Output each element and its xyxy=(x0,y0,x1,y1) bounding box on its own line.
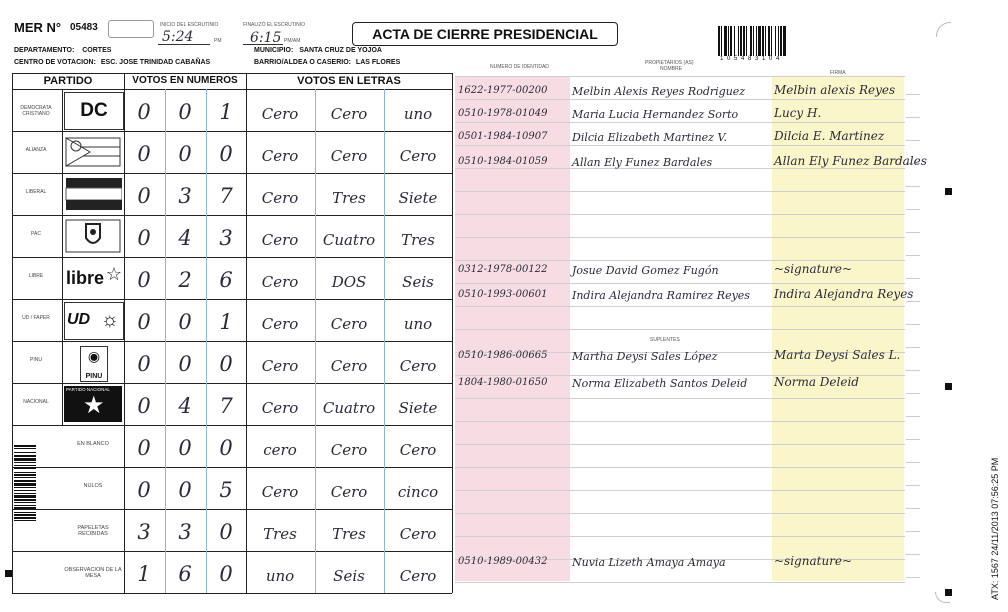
member-name: Melbin Alexis Reyes Rodriguez xyxy=(572,85,746,98)
suplentes-header: SUPLENTES xyxy=(650,337,680,343)
vote-word: Cero xyxy=(261,399,299,417)
flag-icon xyxy=(64,134,122,170)
row-tab xyxy=(906,318,920,325)
row-tab xyxy=(906,249,920,256)
vote-word: uno xyxy=(403,105,433,123)
table-row-line xyxy=(12,131,452,132)
vote-digit: 0 xyxy=(137,394,151,418)
form-row-line xyxy=(455,283,905,284)
table-row-line xyxy=(12,509,452,510)
municipio-label: MUNICIPIO: xyxy=(254,47,294,54)
vote-digit: 0 xyxy=(137,184,151,208)
form-row-line xyxy=(455,214,905,215)
vote-word: Cero xyxy=(330,441,368,459)
vote-digit: 1 xyxy=(137,562,151,586)
vote-word: Tres xyxy=(332,189,366,207)
vote-word: cero xyxy=(263,441,297,459)
row-tab xyxy=(906,272,920,279)
table-col-line xyxy=(62,89,63,425)
row-tab xyxy=(906,525,920,532)
member-name: Indira Alejandra Ramirez Reyes xyxy=(572,289,750,302)
table-row-line xyxy=(12,341,452,342)
final-label: FINALIZÓ EL ESCRUTINIO xyxy=(243,22,306,28)
registration-mark xyxy=(5,570,12,577)
form-row-line xyxy=(455,122,905,123)
vote-word: Seis xyxy=(402,273,434,291)
party-name: LIBRE xyxy=(28,273,44,279)
vote-digit: 0 xyxy=(137,268,151,292)
vote-word: Cero xyxy=(261,147,299,165)
pinu-logo xyxy=(64,344,122,380)
identidad-header: NUMERO DE IDENTIDAD xyxy=(490,64,549,70)
member-name: Maria Lucia Hernandez Sorto xyxy=(572,108,739,121)
row-tab xyxy=(906,134,920,141)
form-row-line xyxy=(455,237,905,238)
party-name: UD / FAPER xyxy=(22,315,50,321)
vote-digit: 0 xyxy=(219,352,233,376)
table-row-line xyxy=(12,383,452,384)
star-icon: ★ xyxy=(83,392,105,419)
party-name: PAPELETAS RECIBIDAS xyxy=(77,525,109,537)
nacional-logo-text: PARTIDO NACIONAL xyxy=(66,387,110,392)
numeros-header: VOTOS EN NUMEROS xyxy=(132,75,238,86)
alianza-logo xyxy=(64,134,122,170)
party-name: NACIONAL xyxy=(23,399,49,405)
vote-digit: 0 xyxy=(178,310,192,334)
vote-word: Cuatro xyxy=(322,231,376,249)
vote-digit: 0 xyxy=(219,142,233,166)
pac-logo xyxy=(64,218,122,254)
table-row-line xyxy=(12,173,452,174)
vote-word: uno xyxy=(403,315,433,333)
table-row-line xyxy=(12,215,452,216)
vote-word: Cero xyxy=(261,231,299,249)
form-row-line xyxy=(455,582,905,583)
final-time: 6:15 xyxy=(250,30,282,46)
table-row-line xyxy=(12,467,452,468)
vote-word: Cero xyxy=(261,105,299,123)
libre-logo-text: libre xyxy=(66,268,105,288)
form-row-line xyxy=(455,76,905,77)
party-name: EN BLANCO xyxy=(77,441,109,447)
municipio-row xyxy=(254,47,382,54)
barrio-row xyxy=(254,59,400,66)
member-signature: Norma Deleid xyxy=(774,375,859,389)
inicio-underline xyxy=(158,44,210,45)
liberal-logo xyxy=(64,176,122,212)
member-id: 0510-1978-01049 xyxy=(458,108,548,119)
barrio-value: LAS FLORES xyxy=(355,59,401,66)
table-row-line xyxy=(12,73,452,74)
party-name: NULOS xyxy=(83,483,103,489)
form-row-line xyxy=(455,99,905,100)
vote-digit: 0 xyxy=(137,226,151,250)
vote-word: Cero xyxy=(330,315,368,333)
party-name: DEMOCRATA CRISTIANO xyxy=(20,105,52,117)
row-tab xyxy=(906,180,920,187)
centro-value: ESC. JOSE TRINIDAD CABAÑAS xyxy=(100,59,211,66)
flag-icon xyxy=(64,176,122,212)
member-id: 0510-1986-00665 xyxy=(458,350,548,361)
member-name: Nuvia Lizeth Amaya Amaya xyxy=(572,556,726,569)
member-id: 0501-1984-10907 xyxy=(458,131,548,142)
member-name: Norma Elizabeth Santos Deleid xyxy=(572,377,748,390)
registration-mark xyxy=(945,383,952,390)
nacional-logo xyxy=(64,386,122,422)
form-row-line xyxy=(455,306,905,307)
vote-digit: 0 xyxy=(137,310,151,334)
member-signature: Lucy H. xyxy=(774,106,822,120)
vote-digit: 6 xyxy=(219,268,233,292)
vote-digit: 0 xyxy=(137,100,151,124)
letras-header: VOTOS EN LETRAS xyxy=(297,75,401,87)
vote-digit: 3 xyxy=(178,520,192,544)
member-name: Josue David Gomez Fugón xyxy=(572,264,719,277)
table-row-line xyxy=(12,593,452,594)
member-signature: ~signature~ xyxy=(774,262,853,276)
vote-word: Siete xyxy=(398,399,438,417)
vote-word: Cero xyxy=(261,483,299,501)
vote-word: Cero xyxy=(399,525,437,543)
member-id: 0312-1978-00122 xyxy=(458,264,548,275)
libre-logo xyxy=(64,260,122,296)
partido-header: PARTIDO xyxy=(43,75,93,87)
circle-icon: ◉ xyxy=(87,348,101,364)
member-signature: Melbin alexis Reyes xyxy=(774,83,896,97)
form-row-line xyxy=(455,191,905,192)
member-id: 0510-1993-00601 xyxy=(458,289,548,300)
vote-word: Cero xyxy=(261,189,299,207)
inicio-suffix: PM xyxy=(214,38,222,44)
vote-digit: 0 xyxy=(137,142,151,166)
barcode-bars xyxy=(718,26,828,56)
vote-word: cinco xyxy=(397,483,439,501)
vote-word: Cero xyxy=(399,441,437,459)
member-id: 0510-1984-01059 xyxy=(458,156,548,167)
dc-logo-text: DC xyxy=(80,100,108,121)
vote-word: Tres xyxy=(401,231,435,249)
vote-word: Cero xyxy=(399,147,437,165)
vote-word: Cero xyxy=(399,357,437,375)
final-suffix: PM/AM xyxy=(284,38,301,44)
mer-number: 05483 xyxy=(70,22,98,33)
table-row-line xyxy=(12,257,452,258)
vote-digit: 3 xyxy=(219,226,233,250)
form-row-line xyxy=(455,467,905,468)
form-row-line xyxy=(455,421,905,422)
vote-digit: 0 xyxy=(178,436,192,460)
vote-digit: 0 xyxy=(219,436,233,460)
vote-word: Cero xyxy=(261,273,299,291)
vertical-stamp: ATX: 1567 24/11/2013 07:56:25 PM xyxy=(990,457,1000,600)
registration-mark xyxy=(945,188,952,195)
member-id: 0510-1989-00432 xyxy=(458,556,548,567)
departamento-label: DEPARTAMENTO: xyxy=(14,47,75,54)
dc-logo xyxy=(64,92,124,130)
party-name: PINU xyxy=(30,357,42,363)
corner-mark xyxy=(936,22,951,37)
vote-word: uno xyxy=(265,567,295,585)
mer-label: MER N° xyxy=(14,20,62,35)
barrio-label: BARRIO/ALDEA O CASERIO: xyxy=(254,59,351,66)
table-row-line xyxy=(12,551,452,552)
vote-digit: 0 xyxy=(178,478,192,502)
form-row-line xyxy=(455,490,905,491)
row-tab xyxy=(906,226,920,233)
party-name: ALIANZA xyxy=(25,147,47,153)
barcode-bars xyxy=(14,445,46,555)
member-name: Martha Deysi Sales López xyxy=(572,350,718,363)
table-row-line xyxy=(12,425,452,426)
form-row-line xyxy=(455,145,905,146)
departamento-row xyxy=(14,47,111,54)
form-row-line xyxy=(455,260,905,261)
row-tab xyxy=(906,203,920,210)
municipio-value: SANTA CRUZ DE YOJOA xyxy=(299,47,382,54)
vote-word: Tres xyxy=(263,525,297,543)
page-title: ACTA DE CIERRE PRESIDENCIAL xyxy=(352,22,618,46)
row-tab xyxy=(906,111,920,118)
sun-icon: ☼ xyxy=(100,309,119,331)
top-barcode xyxy=(718,26,828,56)
vote-digit: 0 xyxy=(219,520,233,544)
member-name: Allan Ely Funez Bardales xyxy=(572,156,713,169)
inicio-label: INICIO DEL ESCRUTINIO xyxy=(160,22,219,28)
final-underline xyxy=(243,44,283,45)
shield-icon xyxy=(64,218,122,254)
form-row-line xyxy=(455,329,905,330)
vote-digit: 1 xyxy=(219,100,233,124)
member-signature: ~signature~ xyxy=(774,554,853,568)
vote-digit: 3 xyxy=(137,520,151,544)
vote-word: Cero xyxy=(261,357,299,375)
vote-digit: 0 xyxy=(137,478,151,502)
vote-digit: 5 xyxy=(219,478,233,502)
vote-digit: 0 xyxy=(178,100,192,124)
propietarios-header: PROPIETARIOS (AS) xyxy=(645,60,694,66)
row-tab xyxy=(906,433,920,440)
vote-digit: 1 xyxy=(219,310,233,334)
member-id: 1804-1980-01650 xyxy=(458,377,548,388)
row-tab xyxy=(906,410,920,417)
pinu-logo-text: PINU xyxy=(85,373,103,380)
star-icon: ☆ xyxy=(105,264,122,284)
row-tab xyxy=(906,479,920,486)
vote-digit: 3 xyxy=(178,184,192,208)
vote-digit: 6 xyxy=(178,562,192,586)
vote-word: Cero xyxy=(330,357,368,375)
row-tab xyxy=(906,341,920,348)
vote-word: Tres xyxy=(332,525,366,543)
member-signature: Marta Deysi Sales L. xyxy=(774,348,901,362)
row-tab xyxy=(906,456,920,463)
member-signature: Indira Alejandra Reyes xyxy=(774,287,914,301)
firma-header: FIRMA xyxy=(830,70,846,76)
inicio-time: 5:24 xyxy=(162,29,194,45)
table-row-line xyxy=(12,89,452,90)
member-signature: Dilcia E. Martinez xyxy=(774,129,885,143)
party-name: PAC xyxy=(31,231,41,237)
member-id: 1622-1977-00200 xyxy=(458,85,548,96)
vote-digit: 0 xyxy=(178,142,192,166)
vote-word: Cero xyxy=(330,483,368,501)
table-col-line xyxy=(452,73,453,593)
table-row-line xyxy=(12,299,452,300)
vote-word: Cero xyxy=(399,567,437,585)
vote-digit: 4 xyxy=(178,394,192,418)
vote-digit: 0 xyxy=(137,352,151,376)
vote-word: Cuatro xyxy=(322,399,376,417)
row-tab xyxy=(906,502,920,509)
row-tab xyxy=(906,387,920,394)
vote-digit: 0 xyxy=(178,352,192,376)
ud-logo xyxy=(64,302,124,340)
row-tab xyxy=(906,364,920,371)
form-row-line xyxy=(455,513,905,514)
vote-digit: 7 xyxy=(219,184,233,208)
vote-word: Cero xyxy=(330,147,368,165)
nombre-header: NOMBRE xyxy=(660,66,682,72)
vote-word: Cero xyxy=(261,315,299,333)
vote-digit: 0 xyxy=(219,562,233,586)
vote-word: Cero xyxy=(330,105,368,123)
centro-row xyxy=(14,59,210,66)
vote-word: DOS xyxy=(331,273,367,291)
form-row-line xyxy=(455,536,905,537)
vote-digit: 2 xyxy=(178,268,192,292)
centro-label: CENTRO DE VOTACION: xyxy=(14,59,96,66)
row-tab xyxy=(906,88,920,95)
form-row-line xyxy=(455,398,905,399)
party-name: LIBERAL xyxy=(25,189,47,195)
vote-word: Seis xyxy=(333,567,365,585)
side-barcode xyxy=(14,445,46,555)
row-tab xyxy=(906,571,920,578)
member-name: Dilcia Elizabeth Martinez V. xyxy=(572,131,727,144)
vote-digit: 7 xyxy=(219,394,233,418)
row-tab xyxy=(906,548,920,555)
corner-mark xyxy=(935,592,950,603)
party-name: OBSERVACION DE LA MESA xyxy=(64,567,122,579)
form-row-line xyxy=(455,444,905,445)
votes-table xyxy=(12,73,452,593)
member-signature: Allan Ely Funez Bardales xyxy=(774,154,927,168)
vote-digit: 0 xyxy=(137,436,151,460)
ud-logo-text: UD xyxy=(67,311,91,328)
tse-logo xyxy=(108,20,154,38)
barcode-number: 1 0 5 4 8 3 1 0 4 xyxy=(720,56,781,62)
vote-word: Siete xyxy=(398,189,438,207)
departamento-value: CORTES xyxy=(82,47,112,54)
vote-digit: 4 xyxy=(178,226,192,250)
